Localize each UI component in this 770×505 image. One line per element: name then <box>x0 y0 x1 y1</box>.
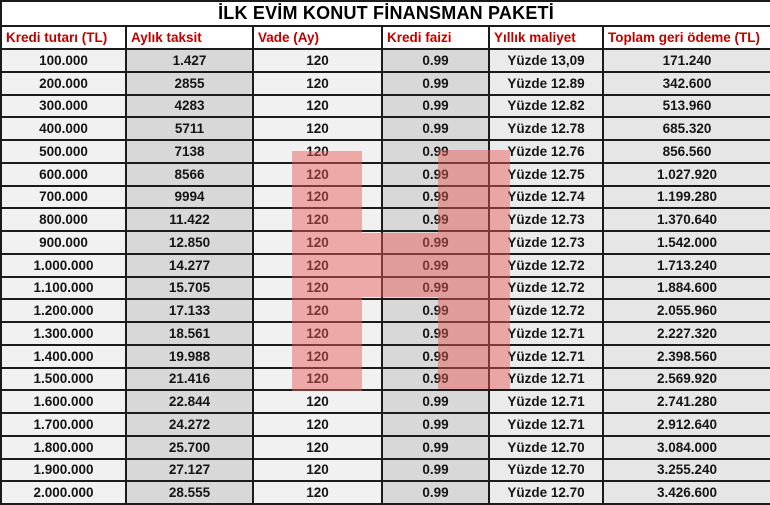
table-row <box>1 140 770 163</box>
table-row <box>1 345 770 368</box>
table-cell: 28.555 <box>126 481 253 504</box>
table-cell: 1.427 <box>126 49 253 72</box>
table-cell: 0.99 <box>382 481 489 504</box>
table-cell: 7138 <box>126 140 253 163</box>
table-cell: 1.300.000 <box>1 322 126 345</box>
table-cell: Yüzde 12.72 <box>489 254 603 277</box>
table-cell: 2.227.320 <box>603 322 770 345</box>
table-row <box>1 436 770 459</box>
table-cell: 900.000 <box>1 231 126 254</box>
table-cell: Yüzde 13,09 <box>489 49 603 72</box>
table-cell: 1.027.920 <box>603 163 770 186</box>
table-cell: 120 <box>253 481 382 504</box>
table-cell: 400.000 <box>1 117 126 140</box>
table-cell: 1.370.640 <box>603 208 770 231</box>
table-cell: 100.000 <box>1 49 126 72</box>
table-cell: 0.99 <box>382 299 489 322</box>
table-cell: 2.569.920 <box>603 368 770 391</box>
table-row <box>1 390 770 413</box>
table-cell: 700.000 <box>1 186 126 209</box>
table-cell: 11.422 <box>126 208 253 231</box>
table-cell: 4283 <box>126 95 253 118</box>
table-cell: Yüzde 12.74 <box>489 186 603 209</box>
table-cell: 120 <box>253 49 382 72</box>
table-cell: 27.127 <box>126 459 253 482</box>
table-row <box>1 254 770 277</box>
table-cell: 14.277 <box>126 254 253 277</box>
table-cell: 0.99 <box>382 277 489 300</box>
table-cell: Yüzde 12.72 <box>489 299 603 322</box>
table-cell: 1.884.600 <box>603 277 770 300</box>
table-cell: 120 <box>253 254 382 277</box>
table-row <box>1 163 770 186</box>
table-cell: 1.600.000 <box>1 390 126 413</box>
table-row <box>1 49 770 72</box>
header-row <box>1 26 770 49</box>
table-row <box>1 481 770 504</box>
table-row <box>1 368 770 391</box>
table-cell: 2.912.640 <box>603 413 770 436</box>
table-cell: 21.416 <box>126 368 253 391</box>
table-cell: 9994 <box>126 186 253 209</box>
table-cell: 2855 <box>126 72 253 95</box>
table-cell: 120 <box>253 345 382 368</box>
page-title: İLK EVİM KONUT FİNANSMAN PAKETİ <box>1 1 770 26</box>
table-cell: 0.99 <box>382 117 489 140</box>
table-cell: 856.560 <box>603 140 770 163</box>
table-cell: 0.99 <box>382 390 489 413</box>
table-cell: 0.99 <box>382 72 489 95</box>
table-cell: 0.99 <box>382 231 489 254</box>
table-row <box>1 322 770 345</box>
table-cell: 120 <box>253 72 382 95</box>
table-cell: 3.255.240 <box>603 459 770 482</box>
table-cell: 18.561 <box>126 322 253 345</box>
table-cell: 0.99 <box>382 345 489 368</box>
table-cell: 17.133 <box>126 299 253 322</box>
table-cell: 300.000 <box>1 95 126 118</box>
table-cell: 120 <box>253 277 382 300</box>
table-cell: 0.99 <box>382 186 489 209</box>
table-cell: 1.713.240 <box>603 254 770 277</box>
table-row <box>1 208 770 231</box>
table-cell: Yüzde 12.73 <box>489 208 603 231</box>
table-cell: 3.084.000 <box>603 436 770 459</box>
table-cell: 15.705 <box>126 277 253 300</box>
table-row <box>1 459 770 482</box>
column-header-vade: Vade (Ay) <box>253 26 382 49</box>
column-header-kredi-faizi: Kredi faizi <box>382 26 489 49</box>
table-cell: Yüzde 12.71 <box>489 368 603 391</box>
table-row <box>1 72 770 95</box>
table-cell: 120 <box>253 140 382 163</box>
table-cell: 800.000 <box>1 208 126 231</box>
table-cell: 0.99 <box>382 413 489 436</box>
table-cell: Yüzde 12.71 <box>489 413 603 436</box>
column-header-toplam-geri-odeme: Toplam geri ödeme (TL) <box>603 26 770 49</box>
table-cell: 120 <box>253 459 382 482</box>
table-cell: 120 <box>253 368 382 391</box>
table-cell: 0.99 <box>382 208 489 231</box>
table-cell: Yüzde 12.73 <box>489 231 603 254</box>
table-cell: 2.000.000 <box>1 481 126 504</box>
table-cell: 19.988 <box>126 345 253 368</box>
table-cell: 3.426.600 <box>603 481 770 504</box>
table-cell: Yüzde 12.71 <box>489 345 603 368</box>
table-cell: Yüzde 12.75 <box>489 163 603 186</box>
table-cell: 120 <box>253 208 382 231</box>
title-row <box>1 1 770 26</box>
table-cell: 0.99 <box>382 49 489 72</box>
table-cell: 2.741.280 <box>603 390 770 413</box>
column-header-aylik-taksit: Aylık taksit <box>126 26 253 49</box>
table-cell: 2.055.960 <box>603 299 770 322</box>
table-cell: 2.398.560 <box>603 345 770 368</box>
table-cell: 0.99 <box>382 436 489 459</box>
table-cell: 1.200.000 <box>1 299 126 322</box>
table-cell: 0.99 <box>382 163 489 186</box>
table-cell: 120 <box>253 95 382 118</box>
table-cell: 5711 <box>126 117 253 140</box>
table-cell: 171.240 <box>603 49 770 72</box>
table-cell: 24.272 <box>126 413 253 436</box>
table-cell: Yüzde 12.72 <box>489 277 603 300</box>
table-cell: 120 <box>253 436 382 459</box>
table-cell: 1.199.280 <box>603 186 770 209</box>
table-row <box>1 117 770 140</box>
table-cell: 1.542.000 <box>603 231 770 254</box>
table-cell: 0.99 <box>382 140 489 163</box>
table-cell: 1.400.000 <box>1 345 126 368</box>
column-header-yillik-maliyet: Yıllık maliyet <box>489 26 603 49</box>
table-row <box>1 186 770 209</box>
table-cell: 8566 <box>126 163 253 186</box>
table-cell: 22.844 <box>126 390 253 413</box>
table-cell: 1.100.000 <box>1 277 126 300</box>
table-cell: 120 <box>253 163 382 186</box>
table-cell: 1.700.000 <box>1 413 126 436</box>
table-cell: Yüzde 12.78 <box>489 117 603 140</box>
table-cell: 600.000 <box>1 163 126 186</box>
table-cell: 685.320 <box>603 117 770 140</box>
table-cell: 25.700 <box>126 436 253 459</box>
column-header-kredi-tutari: Kredi tutarı (TL) <box>1 26 126 49</box>
table-cell: 0.99 <box>382 95 489 118</box>
table-cell: Yüzde 12.70 <box>489 481 603 504</box>
table-cell: 120 <box>253 117 382 140</box>
table-cell: 120 <box>253 299 382 322</box>
table-cell: 120 <box>253 231 382 254</box>
table-cell: 1.800.000 <box>1 436 126 459</box>
table-cell: 0.99 <box>382 368 489 391</box>
table-cell: 513.960 <box>603 95 770 118</box>
table-cell: 500.000 <box>1 140 126 163</box>
table-cell: Yüzde 12.71 <box>489 322 603 345</box>
table-cell: 0.99 <box>382 254 489 277</box>
table-cell: 120 <box>253 186 382 209</box>
table-cell: 1.000.000 <box>1 254 126 277</box>
table-cell: 200.000 <box>1 72 126 95</box>
table-cell: Yüzde 12.82 <box>489 95 603 118</box>
table-cell: Yüzde 12.70 <box>489 459 603 482</box>
table-cell: 342.600 <box>603 72 770 95</box>
table-cell: 12.850 <box>126 231 253 254</box>
table-cell: 120 <box>253 413 382 436</box>
table-cell: 1.900.000 <box>1 459 126 482</box>
table-body <box>1 49 770 504</box>
table-cell: 120 <box>253 322 382 345</box>
table-row <box>1 277 770 300</box>
table-cell: Yüzde 12.89 <box>489 72 603 95</box>
table-row <box>1 95 770 118</box>
table-cell: Yüzde 12.76 <box>489 140 603 163</box>
table-cell: Yüzde 12.71 <box>489 390 603 413</box>
table-row <box>1 299 770 322</box>
table-row <box>1 231 770 254</box>
table-row <box>1 413 770 436</box>
table-cell: 0.99 <box>382 322 489 345</box>
table-cell: Yüzde 12.70 <box>489 436 603 459</box>
table-cell: 0.99 <box>382 459 489 482</box>
table-cell: 1.500.000 <box>1 368 126 391</box>
table-cell: 120 <box>253 390 382 413</box>
